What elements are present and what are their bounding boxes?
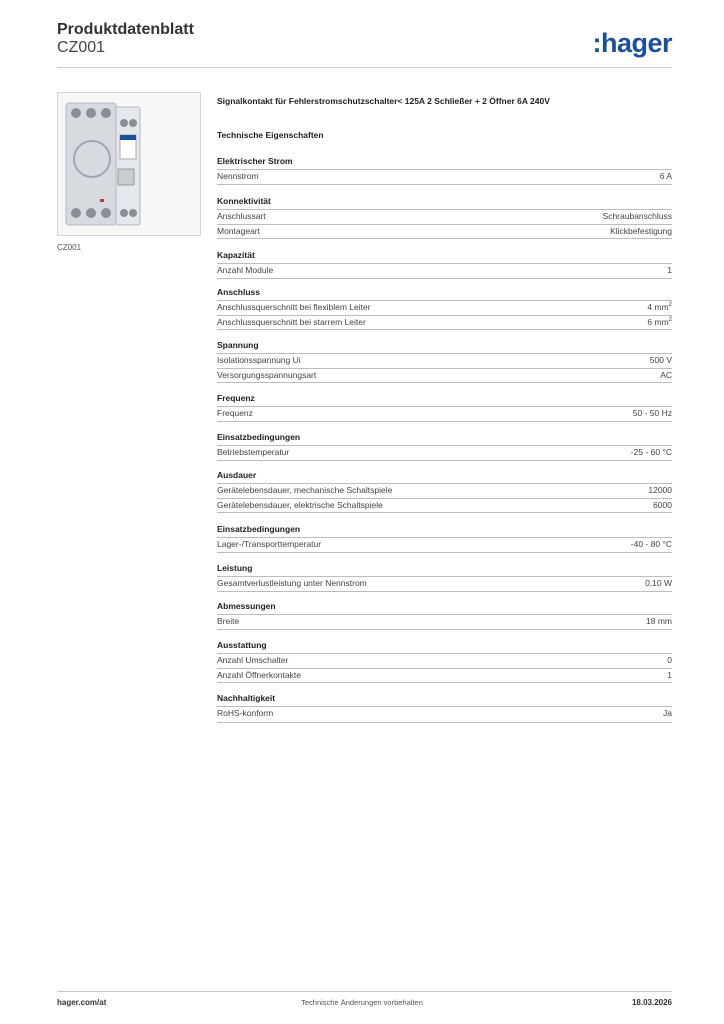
spec-row <box>217 654 672 668</box>
spec-value-text: 0,10 W <box>645 578 672 588</box>
row-divider <box>217 460 672 461</box>
header-title: Produktdatenblatt <box>57 21 194 38</box>
spec-value-text: 6 A <box>659 171 672 181</box>
spec-label: Gerätelebensdauer, elektrische Schaltspiele <box>217 499 383 510</box>
spec-value-text: Klickbefestigung <box>610 225 672 236</box>
spec-value-text: 500 V <box>649 355 672 365</box>
row-divider <box>217 512 672 513</box>
footer-date: 18.03.2026 <box>631 998 672 1007</box>
spec-label: Versorgungsspannungsart <box>217 369 317 380</box>
spec-value <box>646 616 672 626</box>
spec-value <box>660 370 672 380</box>
spec-label: Anschlussart <box>217 211 266 221</box>
section-title: Anschluss <box>217 287 260 297</box>
section-title: Abmessungen <box>217 601 276 611</box>
spec-label: Anzahl Öffnerkontakte <box>217 669 301 680</box>
spec-row <box>217 210 672 224</box>
logo-text: hager <box>600 28 672 58</box>
spec-value <box>631 447 672 457</box>
spec-row <box>217 446 672 460</box>
spec-label: Nennstrom <box>217 171 259 181</box>
spec-value <box>667 655 672 665</box>
row-divider <box>217 329 672 330</box>
spec-value-text: Schraubanschluss <box>602 211 672 221</box>
spec-label: Montageart <box>217 225 260 236</box>
footer-website: hager.com/at <box>57 998 107 1007</box>
spec-value <box>653 500 672 510</box>
spec-value <box>650 355 672 365</box>
spec-row <box>217 369 672 383</box>
spec-row <box>217 170 672 184</box>
row-divider <box>217 184 672 185</box>
spec-row <box>217 354 672 368</box>
spec-label: Anzahl Module <box>217 265 274 275</box>
spec-value-text: 0 <box>667 655 672 665</box>
spec-label: Lager-/Transporttemperatur <box>217 539 322 549</box>
spec-value-text: Ja <box>663 708 672 718</box>
spec-label: Gerätelebensdauer, mechanische Schaltspiele <box>217 485 393 495</box>
section-title: Spannung <box>217 340 259 350</box>
spec-value <box>667 265 672 275</box>
row-divider <box>217 629 672 630</box>
section-title: Ausdauer <box>217 470 257 480</box>
spec-value <box>633 408 672 418</box>
row-divider <box>217 682 672 683</box>
section-title: Einsatzbedingungen <box>217 432 301 442</box>
section-title: Ausstattung <box>217 640 267 650</box>
section-title: Frequenz <box>217 393 255 403</box>
spec-value-text: 1 <box>667 669 672 680</box>
image-caption: CZ001 <box>57 243 82 252</box>
spec-value <box>648 485 672 495</box>
spec-value-text: 12000 <box>648 485 672 495</box>
spec-value <box>603 211 672 221</box>
spec-label: Anzahl Umschalter <box>217 655 289 665</box>
spec-row <box>217 301 672 315</box>
row-divider <box>217 552 672 553</box>
logo-dot: : <box>592 28 601 58</box>
spec-value-text: 6 mm <box>647 316 669 327</box>
section-title: Konnektivität <box>217 196 271 206</box>
spec-value <box>667 670 672 680</box>
row-divider <box>217 421 672 422</box>
spec-value-text: 18 mm <box>646 616 672 626</box>
footer-divider <box>57 991 672 992</box>
section-title: Elektrischer Strom <box>217 156 293 166</box>
spec-row <box>217 316 672 330</box>
spec-value-text: 50 - 50 Hz <box>632 408 672 418</box>
spec-row <box>217 707 672 721</box>
row-divider <box>217 382 672 383</box>
spec-value-text: 1 <box>667 265 672 275</box>
spec-row <box>217 577 672 591</box>
spec-value <box>645 578 672 588</box>
spec-value <box>660 171 672 181</box>
spec-label: RoHS-konform <box>217 708 274 718</box>
spec-label: Isolationsspannung Ui <box>217 355 301 365</box>
row-divider <box>217 278 672 279</box>
spec-row <box>217 407 672 421</box>
spec-value <box>663 708 672 718</box>
spec-value-text: -40 - 80 °C <box>630 539 672 549</box>
row-divider <box>217 722 672 723</box>
spec-label: Betriebstemperatur <box>217 447 290 457</box>
spec-value <box>647 317 672 327</box>
spec-value <box>647 302 672 312</box>
tech-title: Technische Eigenschaften <box>217 130 324 140</box>
header-divider <box>57 67 672 68</box>
spec-label: Frequenz <box>217 408 253 418</box>
spec-value <box>610 226 672 236</box>
spec-label: Anschlussquerschnitt bei starrem Leiter <box>217 316 366 327</box>
spec-row <box>217 225 672 239</box>
spec-value-text: 6000 <box>653 499 672 510</box>
footer-note: Technische Änderungen vorbehalten <box>301 998 423 1007</box>
spec-row <box>217 538 672 552</box>
header-code: CZ001 <box>57 39 106 56</box>
product-image <box>57 92 201 236</box>
spec-row <box>217 484 672 498</box>
spec-label: Breite <box>217 616 240 626</box>
spec-value-text: AC <box>660 369 672 380</box>
product-illustration <box>58 93 200 235</box>
spec-row <box>217 615 672 629</box>
section-title: Kapazität <box>217 250 255 260</box>
row-divider <box>217 591 672 592</box>
spec-value-text: -25 - 60 °C <box>630 447 672 457</box>
hager-logo <box>592 28 672 59</box>
section-title: Einsatzbedingungen <box>217 524 301 534</box>
spec-value-sup: 2 <box>668 316 672 323</box>
section-title: Nachhaltigkeit <box>217 693 276 703</box>
product-title: Signalkontakt für Fehlerstromschutzschalter< 125A 2 Schließer + 2 Öffner 6A 240V <box>217 96 550 106</box>
spec-value <box>631 539 672 549</box>
spec-row <box>217 669 672 683</box>
spec-row <box>217 499 672 513</box>
spec-label: Gesamtverlustleistung unter Nennstrom <box>217 578 367 588</box>
spec-value-text: 4 mm <box>647 302 669 312</box>
row-divider <box>217 238 672 239</box>
section-title: Leistung <box>217 563 253 573</box>
spec-value-sup: 2 <box>668 302 672 309</box>
spec-label: Anschlussquerschnitt bei flexiblem Leiter <box>217 302 371 312</box>
spec-row <box>217 264 672 278</box>
